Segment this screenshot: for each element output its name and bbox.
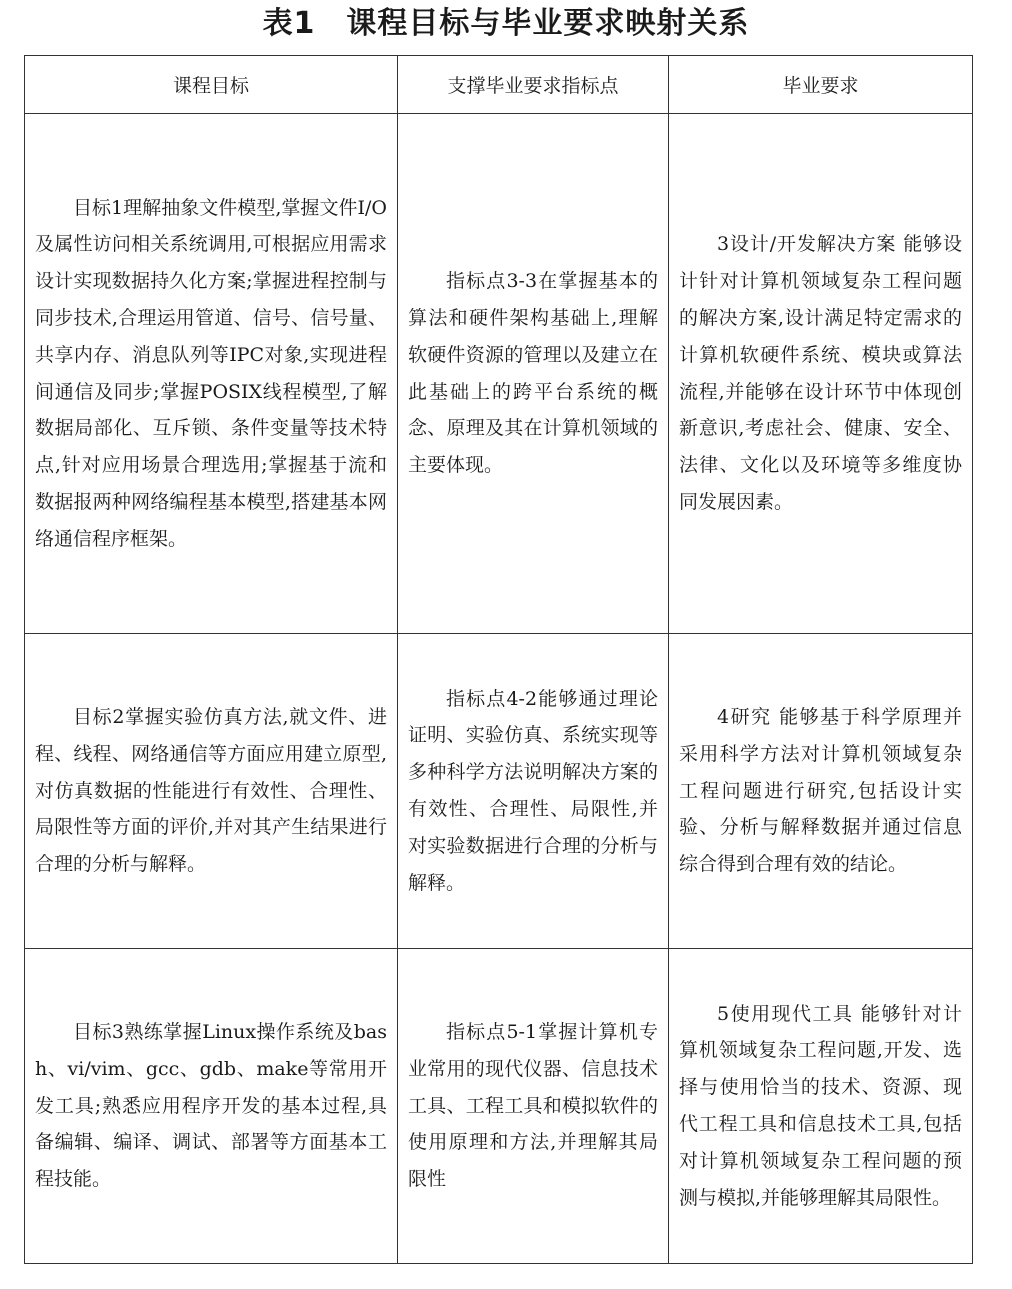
objective-cell [25,634,398,949]
indicator-cell [398,114,669,634]
indicator-text: 指标点4-2能够通过理论证明、实验仿真、系统实现等多种科学方法说明解决方案的有效性、合理性、局限性,并对实验数据进行合理的分析与解释。 [408,687,658,894]
header-row [25,56,973,114]
requirement-text: 4研究 能够基于科学原理并采用科学方法对计算机领域复杂工程问题进行研究,包括设计实验、分析与解释数据并通过信息综合得到合理有效的结论。 [679,706,962,876]
objective-cell [25,949,398,1264]
header-graduation-requirement: 毕业要求 [669,56,973,114]
header-course-objective: 课程目标 [25,56,398,114]
indicator-text: 指标点3-3在掌握基本的算法和硬件架构基础上,理解软硬件资源的管理以及建立在此基础上的跨平台系统的概念、原理及其在计算机领域的主要体现。 [408,270,658,477]
requirement-cell [669,949,973,1264]
objective-text: 目标2掌握实验仿真方法,就文件、进程、线程、网络通信等方面应用建立原型,对仿真数据的性能进行有效性、合理性、局限性等方面的评价,并对其产生结果进行合理的分析与解释。 [35,706,387,876]
table-row [25,114,973,634]
indicator-text: 指标点5-1掌握计算机专业常用的现代仪器、信息技术工具、工程工具和模拟软件的使用原理和方法,并理解其局限性 [408,1021,658,1191]
requirement-cell [669,114,973,634]
requirement-text: 5使用现代工具 能够针对计算机领域复杂工程问题,开发、选择与使用恰当的技术、资源、现代工程工具和信息技术工具,包括对计算机领域复杂工程问题的预测与模拟,并能够理解其局限性。 [679,1002,962,1209]
indicator-cell [398,634,669,949]
requirement-text: 3设计/开发解决方案 能够设计针对计算机领域复杂工程问题的解决方案,设计满足特定需求的计算机软硬件系统、模块或算法流程,并能够在设计环节中体现创新意识,考虑社会、健康、安全、法律、文化以及环境等多维度协同发展因素。 [679,233,962,513]
table-row [25,634,973,949]
mapping-table [24,55,973,1264]
table-title: 表1 课程目标与毕业要求映射关系 [262,6,750,41]
objective-text: 目标3熟练掌握Linux操作系统及bash、vi/vim、gcc、gdb、make等常用开发工具;熟悉应用程序开发的基本过程,具备编辑、编译、调试、部署等方面基本工程技能。 [35,1021,387,1191]
header-indicator: 支撑毕业要求指标点 [398,56,669,114]
objective-text: 目标1理解抽象文件模型,掌握文件I/O及属性访问相关系统调用,可根据应用需求设计实现数据持久化方案;掌握进程控制与同步技术,合理运用管道、信号、信号量、共享内存、消息队列等IPC对象,实现进程间通信及同步;掌握POSIX线程模型,了解数据局部化、互斥锁、条件变量等技术特点,针对应用场景合理选用;掌握基于流和数据报两种网络编程基本模型,搭建基本网络通信程序框架。 [35,196,387,550]
requirement-cell [669,634,973,949]
objective-cell [25,114,398,634]
table-row [25,949,973,1264]
indicator-cell [398,949,669,1264]
